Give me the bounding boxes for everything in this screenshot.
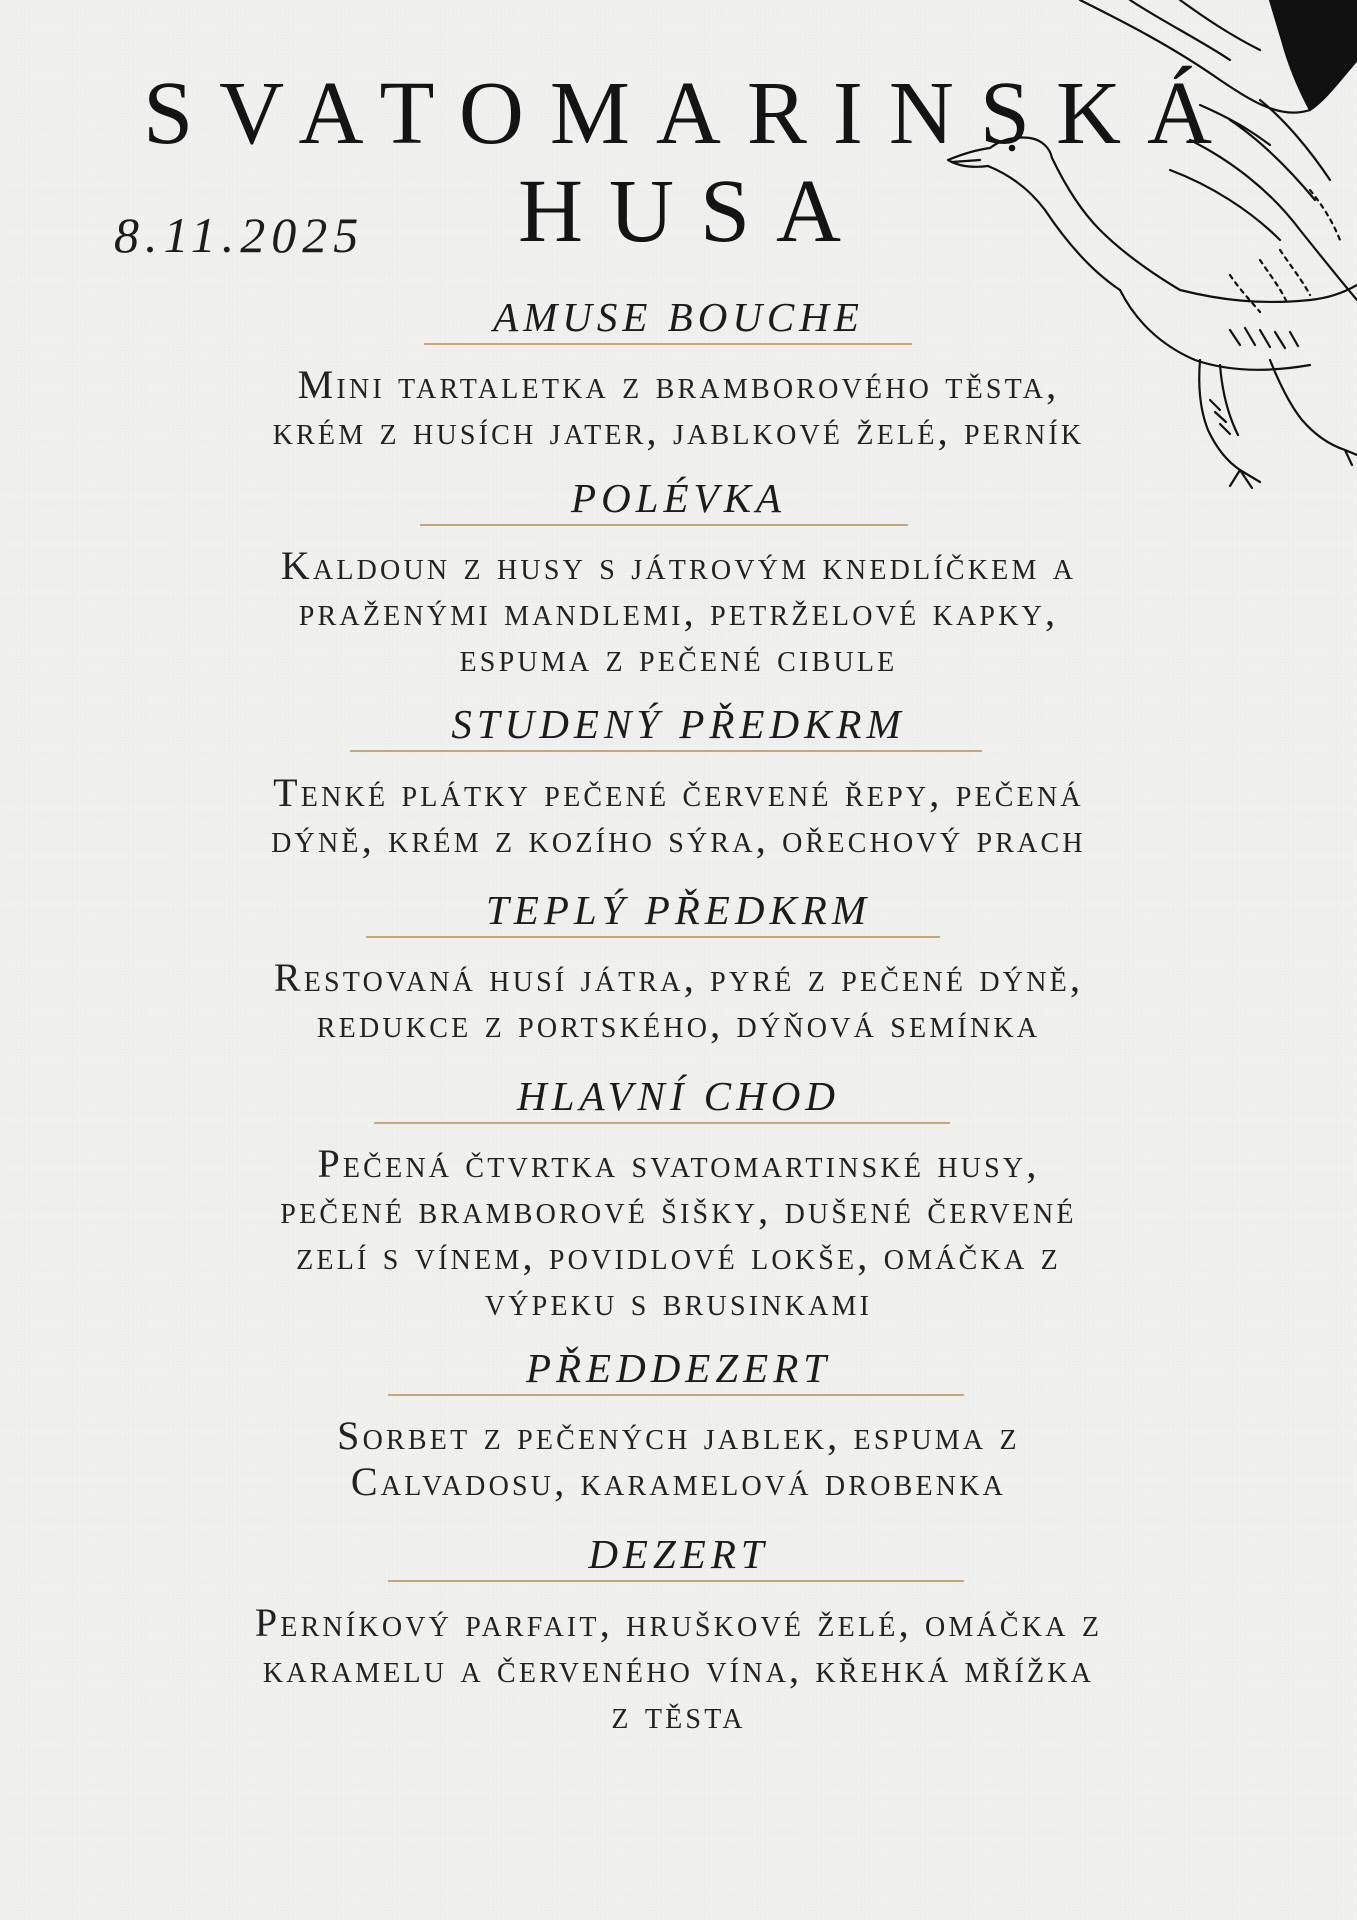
course-divider	[388, 1394, 964, 1396]
course-hlavni-chod	[0, 1072, 1357, 1120]
course-amuse-bouche	[0, 293, 1357, 341]
course-polevka	[0, 474, 1357, 522]
course-divider	[374, 1122, 950, 1124]
course-description: Sorbet z pečených jablek, espuma z Calvadosu, karamelová drobenka	[337, 1413, 1020, 1504]
course-heading: PŘEDDEZERT	[525, 1345, 832, 1391]
course-dezert	[0, 1530, 1357, 1578]
event-date: 8.11.2025	[114, 207, 365, 263]
course-studeny-predkrm	[0, 700, 1357, 748]
menu-title-line-1: SVATOMARINSKÁ	[143, 64, 1238, 163]
course-divider	[420, 524, 908, 526]
course-heading: TEPLÝ PŘEDKRM	[485, 887, 872, 933]
course-divider	[424, 343, 912, 345]
course-description: Restovaná husí játra, pyré z pečené dýně, redukce z portského, dýňová semínka	[273, 955, 1084, 1046]
course-heading: STUDENÝ PŘEDKRM	[451, 701, 906, 747]
course-heading: POLÉVKA	[571, 475, 786, 521]
course-divider	[366, 936, 940, 938]
course-heading: DEZERT	[588, 1531, 769, 1577]
course-description: Tenké plátky pečené červené řepy, pečená dýně, krém z kozího sýra, ořechový prach	[271, 770, 1086, 861]
course-divider	[350, 750, 982, 752]
course-description: Kaldoun z husy s játrovým knedlíčkem a praženými mandlemi, petrželové kapky, espuma z pečené cibule	[280, 543, 1077, 680]
course-divider	[388, 1580, 964, 1582]
course-heading: HLAVNÍ CHOD	[517, 1073, 840, 1119]
course-heading: AMUSE BOUCHE	[493, 294, 864, 340]
course-preddezert	[0, 1344, 1357, 1392]
menu-title-line-2: HUSA	[517, 162, 868, 261]
course-description: Perníkový parfait, hruškové želé, omáčka z karamelu a červeného vína, křehká mřížka z těsta	[254, 1600, 1103, 1737]
course-teply-predkrm	[0, 886, 1357, 934]
course-description: Mini tartaletka z bramborového těsta, krém z husích jater, jablkové želé, perník	[272, 362, 1085, 453]
course-description: Pečená čtvrtka svatomartinské husy, pečené bramborové šišky, dušené červené zelí s vínem, povidlové lokše, omáčka z výpeku s brusinkami	[280, 1141, 1077, 1324]
